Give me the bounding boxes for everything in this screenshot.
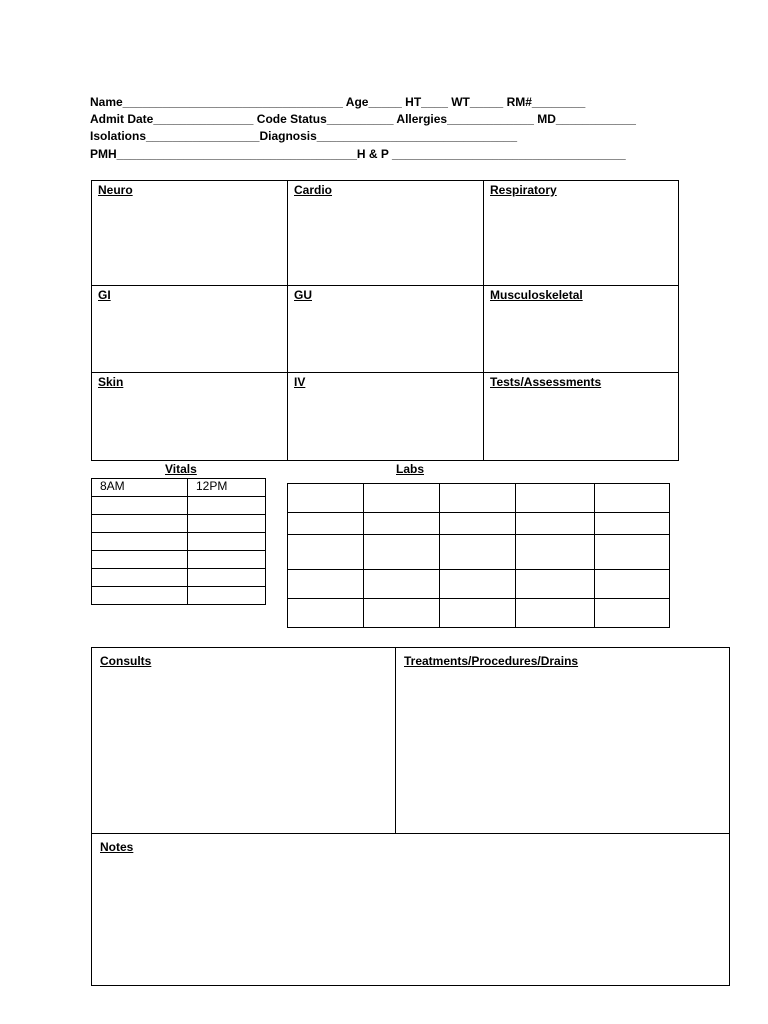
labs-cell[interactable]	[595, 535, 670, 570]
header-line-pmh[interactable]: PMH____________________________________H & P ___________________________________	[90, 147, 626, 161]
bottom-section	[91, 647, 730, 986]
skin-box[interactable]	[92, 373, 288, 460]
notes-box[interactable]	[92, 834, 729, 985]
consults-box[interactable]	[92, 648, 396, 834]
labs-cell[interactable]	[288, 513, 364, 535]
skin-label: Skin	[98, 375, 124, 389]
vitals-table	[91, 478, 266, 605]
labs-cell[interactable]	[364, 513, 440, 535]
treatments-label: Treatments/Procedures/Drains	[404, 654, 579, 668]
respiratory-label: Respiratory	[490, 183, 557, 197]
tests-assessments-box[interactable]	[484, 373, 678, 460]
labs-cell[interactable]	[516, 484, 595, 513]
labs-cell[interactable]	[288, 484, 364, 513]
vitals-cell[interactable]	[92, 551, 188, 569]
labs-cell[interactable]	[288, 570, 364, 599]
vitals-cell[interactable]	[92, 497, 188, 515]
vitals-col-12pm: 12PM	[188, 479, 266, 497]
vitals-cell[interactable]	[92, 569, 188, 587]
vitals-cell[interactable]	[92, 587, 188, 605]
iv-box[interactable]	[288, 373, 484, 460]
vitals-cell[interactable]	[92, 515, 188, 533]
consults-label: Consults	[100, 654, 152, 668]
neuro-box[interactable]	[92, 181, 288, 286]
labs-cell[interactable]	[440, 535, 516, 570]
labs-cell[interactable]	[364, 570, 440, 599]
labs-cell[interactable]	[440, 484, 516, 513]
gi-label: GI	[98, 288, 111, 302]
notes-label: Notes	[100, 840, 134, 854]
iv-label: IV	[294, 375, 306, 389]
labs-cell[interactable]	[364, 484, 440, 513]
header-line-isolations[interactable]: Isolations_________________Diagnosis______________________________	[90, 129, 518, 143]
labs-cell[interactable]	[595, 570, 670, 599]
labs-cell[interactable]	[440, 570, 516, 599]
labs-cell[interactable]	[516, 535, 595, 570]
labs-cell[interactable]	[440, 599, 516, 628]
labs-cell[interactable]	[595, 484, 670, 513]
neuro-label: Neuro	[98, 183, 133, 197]
labs-cell[interactable]	[364, 599, 440, 628]
vitals-title: Vitals	[165, 462, 197, 476]
labs-cell[interactable]	[516, 599, 595, 628]
vitals-cell[interactable]	[188, 569, 266, 587]
labs-table	[287, 483, 670, 628]
cardio-box[interactable]	[288, 181, 484, 286]
vitals-cell[interactable]	[188, 497, 266, 515]
header-line-admit[interactable]: Admit Date_______________ Code Status__________ Allergies_____________ MD____________	[90, 112, 636, 126]
systems-grid	[91, 180, 679, 461]
labs-cell[interactable]	[440, 513, 516, 535]
labs-cell[interactable]	[595, 599, 670, 628]
vitals-col-8am: 8AM	[92, 479, 188, 497]
gi-box[interactable]	[92, 286, 288, 373]
vitals-cell[interactable]	[188, 515, 266, 533]
labs-cell[interactable]	[364, 535, 440, 570]
labs-cell[interactable]	[288, 599, 364, 628]
labs-cell[interactable]	[288, 535, 364, 570]
musculoskeletal-box[interactable]	[484, 286, 678, 373]
vitals-cell[interactable]	[188, 587, 266, 605]
respiratory-box[interactable]	[484, 181, 678, 286]
labs-cell[interactable]	[516, 513, 595, 535]
vitals-cell[interactable]	[188, 551, 266, 569]
tests-assessments-label: Tests/Assessments	[490, 375, 602, 389]
labs-cell[interactable]	[516, 570, 595, 599]
labs-title: Labs	[396, 462, 425, 476]
gu-box[interactable]	[288, 286, 484, 373]
gu-label: GU	[294, 288, 312, 302]
labs-cell[interactable]	[595, 513, 670, 535]
musculoskeletal-label: Musculoskeletal	[490, 288, 583, 302]
vitals-cell[interactable]	[92, 533, 188, 551]
treatments-box[interactable]	[396, 648, 729, 834]
header-line-name[interactable]: Name_________________________________ Age_____ HT____ WT_____ RM#________	[90, 95, 586, 109]
cardio-label: Cardio	[294, 183, 333, 197]
vitals-cell[interactable]	[188, 533, 266, 551]
